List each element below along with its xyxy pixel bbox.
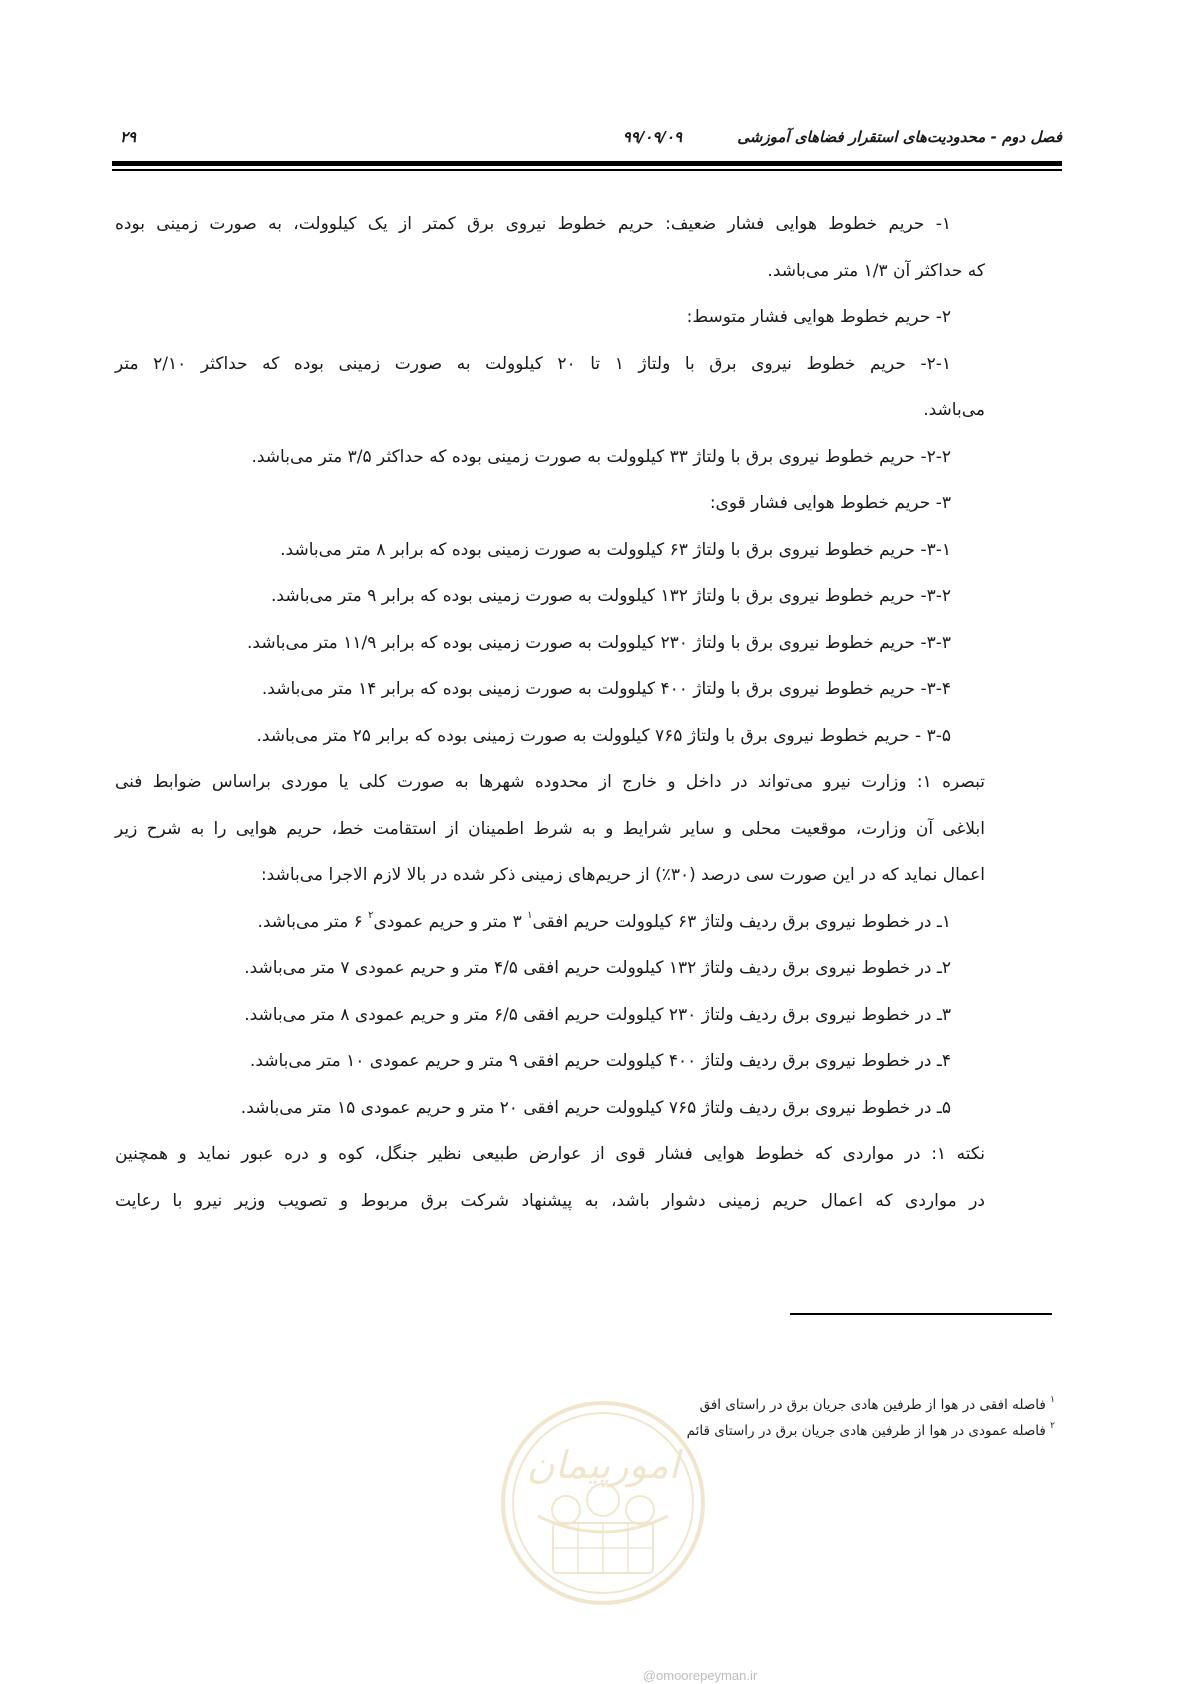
list-item: ۳ـ در خطوط نیروی برق ردیف ولتاژ ۲۳۰ کیلوولت حریم افقی ۶/۵ متر و حریم عمودی ۸ متر می‌باشد. bbox=[244, 1004, 951, 1025]
seal-text: امورپیمان bbox=[526, 1443, 680, 1487]
paragraph-line: تبصره ۱: وزارت نیرو می‌تواند در داخل و خارج از محدوده شهرها به صورت کلی یا موردی براساس ضوابط فنی bbox=[115, 772, 985, 792]
watermark-seal-icon bbox=[498, 1398, 708, 1608]
footnote-mark: ۲ bbox=[1050, 1421, 1055, 1431]
footnote-ref-2: ۲ bbox=[368, 909, 374, 921]
list-item-1 bbox=[115, 910, 985, 957]
paragraph-line: ۲- حریم خطوط هوایی فشار متوسط: bbox=[686, 307, 951, 327]
paragraph-line: در مواردی که اعمال حریم زمینی دشوار باشد، به پیشنهاد شرکت برق مربوط و تصویب وزیر نیرو با رعایت bbox=[115, 1190, 985, 1211]
header-rule-thin bbox=[112, 169, 1062, 171]
list-item: ۲ـ در خطوط نیروی برق ردیف ولتاژ ۱۳۲ کیلوولت حریم افقی ۴/۵ متر و حریم عمودی ۷ متر می‌باشد. bbox=[244, 958, 951, 978]
paragraph-line: ۳-۴- حریم خطوط نیروی برق با ولتاژ ۴۰۰ کیلوولت به صورت زمینی بوده که برابر ۱۴ متر می‌باشد. bbox=[261, 679, 951, 699]
header-rule-thick bbox=[112, 161, 1062, 166]
paragraph-line: ۳-۳- حریم خطوط نیروی برق با ولتاژ ۲۳۰ کیلوولت به صورت زمینی بوده که برابر ۱۱/۹ متر می‌باشد. bbox=[247, 632, 951, 653]
chapter-title: فصل دوم - محدودیت‌های استقرار فضاهای آموزشی bbox=[737, 128, 1062, 146]
paragraph-line: ابلاغی آن وزارت، موقعیت محلی و سایر شرایط و به شرط اطمینان از استقامت خط، حریم هوایی را به شرح زیر bbox=[115, 818, 985, 839]
footnote-text: فاصله افقی در هوا از طرفین هادی جریان برق در راستای افق bbox=[699, 1397, 1046, 1413]
footnote-ref-1: ۱ bbox=[527, 909, 533, 921]
page-number: ۲۹ bbox=[120, 128, 137, 146]
footnote-separator bbox=[790, 1313, 1052, 1315]
list-item-1-text-c: ۶ متر می‌باشد. bbox=[257, 911, 369, 932]
paragraph-line: ۲-۱- حریم خطوط نیروی برق با ولتاژ ۱ تا ۲۰ کیلوولت به صورت زمینی بوده که حداکثر ۲/۱۰ متر bbox=[115, 353, 951, 374]
paragraph-line: ۳-۲- حریم خطوط نیروی برق با ولتاژ ۱۳۲ کیلوولت به صورت زمینی بوده که برابر ۹ متر می‌باشد. bbox=[271, 586, 951, 606]
list-item-1-text-b: ۳ متر و حریم عمودی bbox=[373, 911, 528, 932]
document-body bbox=[115, 212, 985, 1235]
footnote-text: فاصله عمودی در هوا از طرفین هادی جریان برق در راستای قائم bbox=[686, 1423, 1046, 1439]
paragraph-line: ۳- حریم خطوط هوایی فشار قوی: bbox=[709, 493, 951, 513]
list-item: ۴ـ در خطوط نیروی برق ردیف ولتاژ ۴۰۰ کیلوولت حریم افقی ۹ متر و حریم عمودی ۱۰ متر می‌باشد. bbox=[249, 1051, 951, 1071]
paragraph-line: می‌باشد. bbox=[923, 400, 985, 420]
footnote-mark: ۱ bbox=[1050, 1395, 1055, 1405]
paragraph-line: نکته ۱: در مواردی که خطوط هوایی فشار قوی از عوارض طبیعی نظیر جنگل، کوه و دره عبور نماید و همچنین bbox=[115, 1144, 985, 1164]
paragraph-line: ۳-۵ - حریم خطوط نیروی برق با ولتاژ ۷۶۵ کیلوولت به صورت زمینی بوده که برابر ۲۵ متر می‌باشد. bbox=[256, 725, 951, 746]
list-item: ۵ـ در خطوط نیروی برق ردیف ولتاژ ۷۶۵ کیلوولت حریم افقی ۲۰ متر و حریم عمودی ۱۵ متر می‌باشد. bbox=[240, 1097, 951, 1118]
paragraph-line: اعمال نماید که در این صورت سی درصد (۳۰٪) از حریم‌های زمینی ذکر شده در بالا لازم الاجرا می‌باشد: bbox=[260, 865, 985, 885]
page-header bbox=[112, 128, 1062, 152]
paragraph-line: ۱- حریم خطوط هوایی فشار ضعیف: حریم خطوط نیروی برق کمتر از یک کیلوولت، به صورت زمینی بوده bbox=[115, 214, 951, 234]
list-item-1-text-a: ۱ـ در خطوط نیروی برق ردیف ولتاژ ۶۳ کیلوولت حریم افقی bbox=[532, 911, 951, 932]
paragraph-line: که حداکثر آن ۱/۳ متر می‌باشد. bbox=[767, 260, 985, 281]
paragraph-line: ۳-۱- حریم خطوط نیروی برق با ولتاژ ۶۳ کیلوولت به صورت زمینی بوده که برابر ۸ متر می‌باشد. bbox=[280, 539, 951, 560]
header-date: ۹۹/۰۹/۰۹ bbox=[622, 128, 682, 146]
paragraph-line: ۲-۲- حریم خطوط نیروی برق با ولتاژ ۳۳ کیلوولت به صورت زمینی بوده که حداکثر ۳/۵ متر می‌باشد. bbox=[251, 446, 951, 467]
watermark-url: @omoorepeyman.ir bbox=[642, 1668, 758, 1683]
